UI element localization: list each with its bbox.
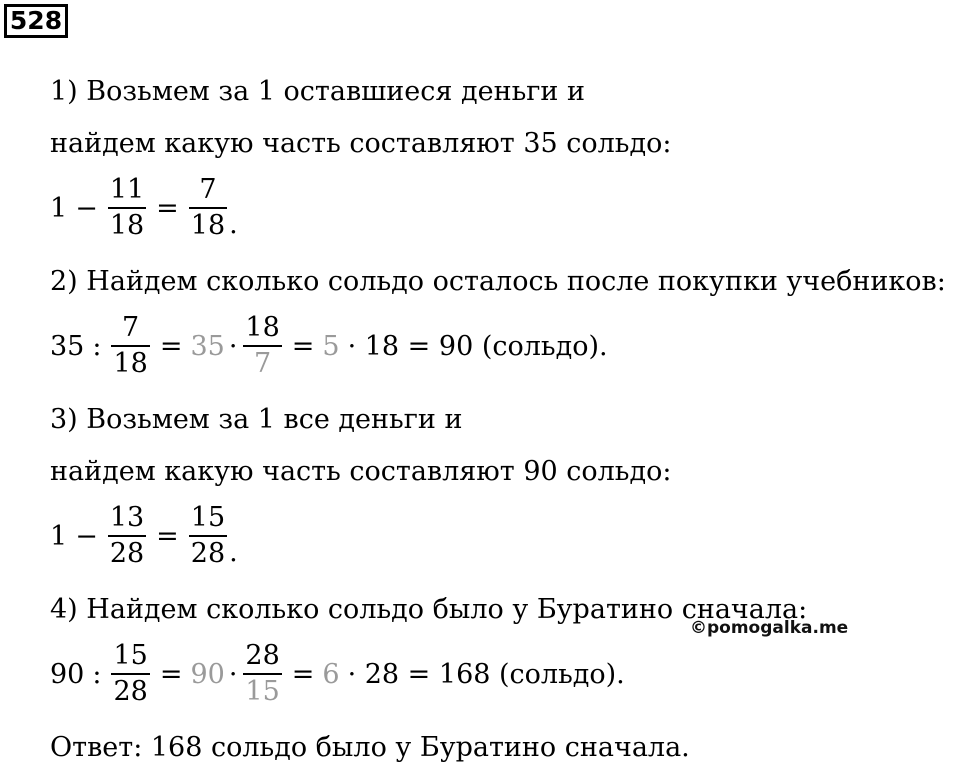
fraction-bar [108, 207, 146, 209]
eq2-rest: · 18 = 90 (сольдо). [347, 330, 608, 362]
eq4-divide: : [92, 658, 102, 690]
eq2-multiply: · [228, 330, 238, 362]
eq1-f1-numerator: 11 [109, 174, 145, 205]
eq2-term: 35 [50, 330, 85, 362]
fraction-bar [111, 345, 149, 347]
eq3-equals: = [156, 520, 179, 552]
step1-line2: найдем какую часть составляют 35 сольдо: [50, 128, 672, 159]
eq1-minus: − [75, 192, 98, 224]
eq4-result-term: 6 [322, 658, 340, 690]
eq1-fraction-1 [108, 176, 146, 240]
eq3-f1-numerator: 13 [109, 502, 145, 533]
eq1-period: . [229, 209, 238, 240]
eq2-fraction-2 [243, 314, 281, 378]
eq2-result-term: 5 [322, 330, 340, 362]
step2-line1: 2) Найдем сколько сольдо осталось после покупки учебников: [50, 266, 946, 297]
step4-line1: 4) Найдем сколько сольдо было у Буратино сначала: [50, 594, 808, 625]
watermark: ©pomogalka.me [690, 618, 849, 638]
eq2-cancelled-term: 35 [190, 330, 225, 362]
eq2-f1-numerator: 7 [122, 312, 140, 343]
eq4-equals-2: = [291, 658, 315, 690]
eq2-fraction-1 [111, 314, 149, 378]
eq4-fraction-1 [111, 642, 149, 706]
eq2-f1-denominator: 18 [113, 348, 148, 379]
eq3-f1-denominator: 28 [109, 538, 145, 569]
step3-line1: 3) Возьмем за 1 все деньги и [50, 404, 463, 435]
eq3-minus: − [75, 520, 98, 552]
eq2-divide: : [92, 330, 102, 362]
eq2-f2-numerator: 18 [245, 312, 280, 343]
eq3-fraction-2 [189, 504, 227, 568]
eq4-f2-numerator: 28 [245, 640, 280, 671]
eq4-f1-numerator: 15 [113, 640, 148, 671]
fraction-bar [111, 673, 149, 675]
step3-line2: найдем какую часть составляют 90 сольдо: [50, 456, 672, 487]
fraction-bar [243, 673, 281, 675]
eq4-f1-denominator: 28 [113, 676, 148, 707]
eq4-multiply: · [228, 658, 238, 690]
fraction-bar [189, 207, 227, 209]
eq1-term: 1 [50, 192, 68, 224]
fraction-bar [189, 535, 227, 537]
eq3-fraction-1 [108, 504, 146, 568]
eq3-f2-numerator: 15 [190, 502, 226, 533]
problem-number-badge: 528 [4, 4, 68, 38]
eq4-equals-1: = [159, 658, 183, 690]
eq1-equals: = [156, 192, 179, 224]
equation-1 [50, 176, 238, 240]
step1-line1: 1) Возьмем за 1 оставшиеся деньги и [50, 76, 585, 107]
eq1-f1-denominator: 18 [109, 210, 145, 241]
fraction-bar [243, 345, 281, 347]
eq3-period: . [229, 537, 238, 568]
eq4-term: 90 [50, 658, 85, 690]
eq2-equals-1: = [159, 330, 183, 362]
eq2-f2-denominator: 7 [253, 348, 272, 379]
equation-2 [50, 314, 608, 378]
eq1-f2-numerator: 7 [199, 174, 217, 205]
eq3-term: 1 [50, 520, 68, 552]
eq4-cancelled-term: 90 [190, 658, 225, 690]
eq4-rest: · 28 = 168 (сольдо). [347, 658, 625, 690]
eq4-f2-denominator: 15 [245, 676, 280, 707]
eq3-f2-denominator: 28 [190, 538, 226, 569]
fraction-bar [108, 535, 146, 537]
eq1-f2-denominator: 18 [190, 210, 226, 241]
eq4-fraction-2 [243, 642, 281, 706]
eq2-equals-2: = [291, 330, 315, 362]
answer-line: Ответ: 168 сольдо было у Буратино сначала. [50, 732, 690, 763]
eq1-fraction-2 [189, 176, 227, 240]
equation-4 [50, 642, 625, 706]
equation-3 [50, 504, 238, 568]
